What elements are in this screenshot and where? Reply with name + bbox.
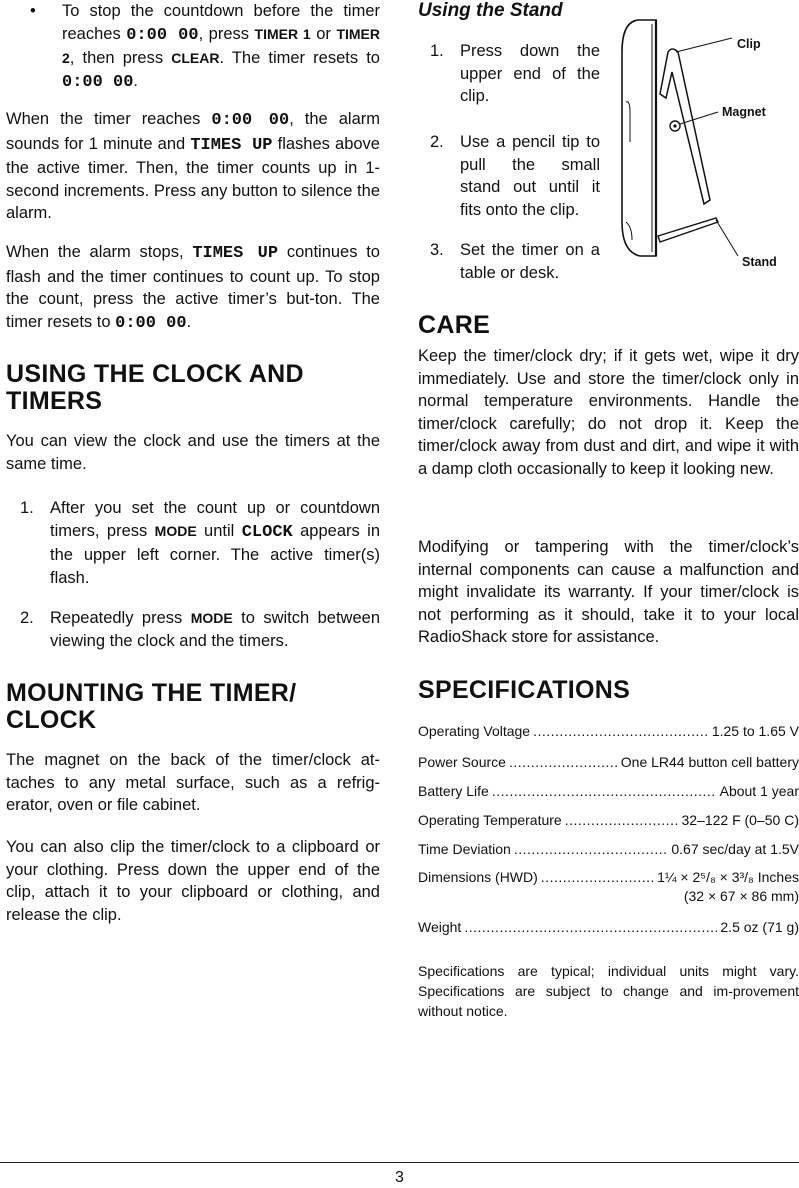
clip-leader-line xyxy=(676,38,732,52)
clip-shape xyxy=(660,49,710,204)
heading-using-clock-timers: USING THE CLOCK AND TIMERS xyxy=(6,360,304,415)
page-number: 3 xyxy=(395,1169,404,1186)
step-text: After you set the count up or countdown timers, press MODE until CLOCK appears in the upper left corner. The active timer(s) flash. xyxy=(50,499,380,587)
spec-label: Dimensions (HWD) xyxy=(418,869,538,885)
spec-label: Operating Temperature xyxy=(418,812,562,828)
spec-note: Specifications are typical; individual units might vary. Specifications are subject to change and im-provement without notice. xyxy=(418,963,799,1019)
stand-step-3 xyxy=(430,239,600,284)
spec-value: One LR44 button cell battery xyxy=(620,754,799,770)
spec-row-power xyxy=(418,753,799,772)
heading-mounting: MOUNTING THE TIMER/ CLOCK xyxy=(6,679,297,734)
spec-label: Power Source xyxy=(418,754,506,770)
spec-row-voltage xyxy=(418,722,799,741)
spec-value: 1.25 to 1.65 V xyxy=(711,723,799,739)
alarm-paragraph: When the timer reaches 0:00 00, the alarm sounds for 1 minute and TIMES UP flashes above the active timer. Then, the timer counts up in 1-second increments. Press any button to silence the alarm. xyxy=(6,110,380,222)
spec-label: Battery Life xyxy=(418,783,489,799)
stand-step-2 xyxy=(430,131,600,221)
label-stand: Stand xyxy=(742,255,777,269)
stand-leg-shape xyxy=(658,218,718,242)
spec-value: 2.5 oz (71 g) xyxy=(720,919,799,935)
footer-rule xyxy=(0,1162,799,1163)
spec-value: 32–122 F (0–50 C) xyxy=(681,812,799,828)
spec-label: Time Deviation xyxy=(418,841,511,857)
spec-row-battery-life xyxy=(418,782,799,801)
heading-specifications: SPECIFICATIONS xyxy=(418,676,631,704)
bullet-stop-countdown xyxy=(6,0,380,94)
spec-row-weight xyxy=(418,918,799,937)
heading-care: CARE xyxy=(418,311,491,339)
step-number: 1. xyxy=(430,42,444,60)
mount-paragraph-2: You can also clip the timer/clock to a clipboard or your clothing. Press down the upper end of the clip, attach it to your clipboard or clothing, and release the clip. xyxy=(6,838,380,924)
stand-diagram xyxy=(612,12,799,274)
step-text: Use a pencil tip to pull the small stand out until it fits onto the clip. xyxy=(460,133,600,219)
spec-label: Weight xyxy=(418,919,462,935)
spec-row-dimensions xyxy=(418,868,799,906)
step-text: Set the timer on a table or desk. xyxy=(460,241,600,282)
clock-intro-paragraph: You can view the clock and use the timers at the same time. xyxy=(6,432,380,473)
care-paragraph-1: Keep the timer/clock dry; if it gets wet, wipe it dry immediately. Use and store the timer/clock only in normal temperature environments. Handle the timer/clock carefully; do not drop it. Keep the timer/clock away from dust and dirt, and wipe it with a damp cloth occasionally to keep it looking new. xyxy=(418,347,799,478)
step-number: 2. xyxy=(20,609,34,627)
spec-row-time-deviation xyxy=(418,840,799,859)
step-number: 1. xyxy=(20,499,34,517)
clock-step-2 xyxy=(20,607,380,652)
timer-body-shape xyxy=(622,20,656,256)
step-text: Press down the upper end of the clip. xyxy=(460,42,600,105)
care-paragraph-2: Modifying or tampering with the timer/clock’s internal components can cause a malfunction and might invalidate its warranty. If your timer/clock is not performing as it should, take it to your local RadioShack store for assistance. xyxy=(418,538,799,646)
step-number: 3. xyxy=(430,241,444,259)
step-text: Repeatedly press MODE to switch between viewing the clock and the timers. xyxy=(50,609,380,650)
stand-leader-line xyxy=(716,220,738,256)
step-number: 2. xyxy=(430,133,444,151)
label-clip: Clip xyxy=(737,37,761,51)
spec-value: 0.67 sec/day at 1.5V xyxy=(671,841,799,857)
spec-value: About 1 year xyxy=(719,783,799,799)
bullet-text: To stop the countdown before the timer reaches 0:00 00, press TIMER 1 or TIMER 2, then press CLEAR. The timer resets to 0:00 00. xyxy=(62,2,380,92)
mount-paragraph-1: The magnet on the back of the timer/clock at-taches to any metal surface, such as a refrig-erator, oven or file cabinet. xyxy=(6,751,380,814)
label-magnet: Magnet xyxy=(722,105,766,119)
spec-value: 1¼ × 2⁵/₈ × 3³/₈ Inches xyxy=(657,869,799,885)
heading-using-stand: Using the Stand xyxy=(418,0,563,21)
spec-value-metric: (32 × 67 × 86 mm) xyxy=(683,888,799,904)
spec-label: Operating Voltage xyxy=(418,723,531,739)
stand-step-1 xyxy=(430,40,600,108)
spec-row-temperature xyxy=(418,811,799,830)
bullet-mark: • xyxy=(30,2,36,20)
alarm-stops-paragraph: When the alarm stops, TIMES UP continues to flash and the timer continues to count up. To stop the count, press the active timer’s but-ton. The timer resets to 0:00 00. xyxy=(6,243,380,333)
clock-step-1 xyxy=(20,497,380,589)
